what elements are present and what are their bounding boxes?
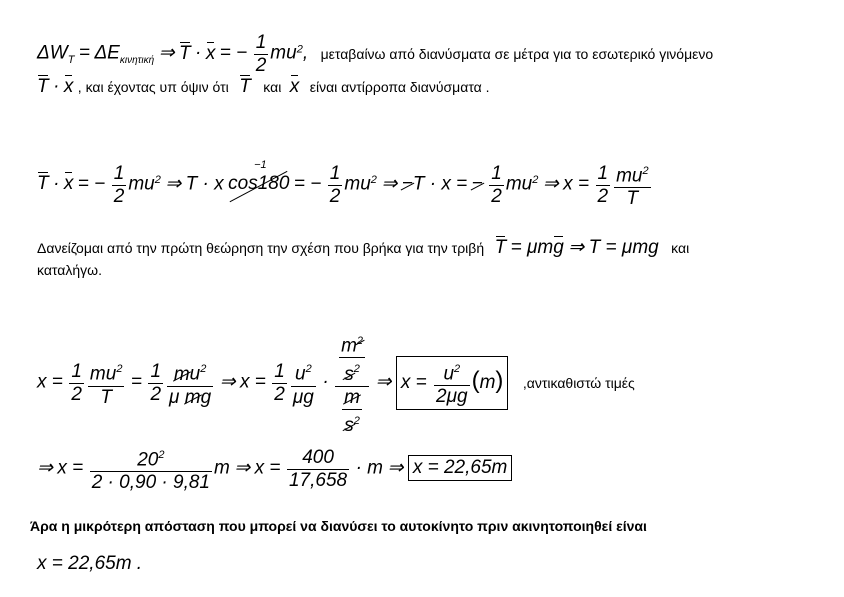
fraction-half-3 (272, 361, 287, 406)
vector-g: g (553, 237, 564, 258)
cos180: cos180 (228, 173, 290, 195)
cos-value: −1 (254, 159, 267, 172)
struck-s: s (344, 414, 354, 436)
denominator: T (626, 188, 639, 210)
equals-mu-m: = μm (510, 237, 554, 258)
equals-minus: = − (77, 173, 106, 195)
fraction-calc (90, 444, 212, 494)
vector-t: T (37, 173, 49, 195)
comma: , (302, 42, 309, 64)
para-text3: καταλήγω. (37, 262, 102, 278)
implies: ⇒ (381, 173, 398, 195)
fraction-u2-2mug (434, 358, 470, 408)
fraction-half (69, 361, 84, 406)
numerator: mu (89, 363, 117, 385)
vector-t: T (37, 76, 49, 97)
struck-minus: − (471, 173, 483, 195)
struck-m-den: m (184, 386, 201, 408)
conclusion-result: x = 22,65m . (37, 553, 143, 574)
struck-s: s (344, 363, 354, 385)
t-dot-x: T · x (185, 173, 224, 195)
denominator: 2μg (436, 385, 468, 407)
line4-text: ,αντικαθιστώ τιμές (522, 374, 635, 391)
numerator: 400 (287, 447, 349, 470)
mu: mu (128, 173, 155, 195)
denominator: 17,658 (288, 469, 348, 491)
fraction-mu2-over-mumg (167, 358, 213, 408)
g-den: g (200, 386, 212, 408)
fraction-half-3 (489, 163, 504, 208)
fraction-half-2 (148, 361, 163, 406)
power: 2 (305, 363, 312, 376)
numerator: 20 (137, 449, 159, 471)
implies: ⇒ (568, 237, 585, 258)
fraction-u2-over-mug (291, 358, 316, 408)
vector-t: T (494, 237, 507, 258)
line2-text3: είναι αντίρροπα διανύσματα . (309, 79, 490, 95)
denominator: 2 (274, 384, 285, 405)
x-equals: x = (400, 371, 427, 393)
power: 2 (642, 165, 649, 177)
power: 2 (370, 174, 377, 187)
fraction-mu2-over-t (88, 358, 125, 408)
x-equals: x = (57, 457, 84, 479)
equals: = (78, 42, 90, 64)
dot: · (53, 76, 60, 97)
numerator: 1 (491, 162, 502, 184)
mu: mu (270, 42, 297, 64)
numerator: 1 (597, 162, 609, 184)
vector-t: T (178, 42, 191, 64)
mu: mu (344, 173, 371, 195)
denominator: 2 (329, 185, 341, 207)
struck-m: m (344, 386, 360, 408)
equals-minus: = − (219, 42, 248, 64)
line2-text1: , και έχοντας υπ όψιν ότι (77, 79, 229, 95)
line1-text: μεταβαίνω από διανύσματα σε μέτρα για το εσωτερικό γινόμενο (320, 45, 714, 62)
fraction-mu2-over-t (614, 160, 651, 210)
equation-line-2 (37, 76, 490, 98)
struck-minus: − (401, 173, 413, 195)
fraction-half-2 (328, 163, 343, 208)
numerator: 1 (329, 162, 341, 184)
denominator: 2 (71, 384, 82, 405)
implies: ⇒ (234, 457, 251, 479)
u: u (443, 362, 455, 384)
paragraph (37, 236, 689, 259)
numerator: mu (616, 165, 643, 187)
power: 2 (296, 43, 303, 56)
power: 2 (353, 414, 360, 427)
mu-den: μ (169, 386, 180, 408)
equals-minus: = − (293, 173, 322, 195)
units-fraction (335, 330, 369, 437)
conclusion-text: Άρα η μικρότερη απόσταση που μπορεί να διανύσει το αυτοκίνητο πριν ακινητοποιηθεί είναι (30, 518, 647, 534)
dot-m: · m (355, 457, 383, 479)
denominator: T (100, 386, 112, 408)
power: 2 (200, 363, 207, 376)
implies: ⇒ (37, 457, 53, 479)
implies: ⇒ (375, 371, 392, 393)
boxed-formula: x = $\frac{u^2}{2\mu g}$ (m) (396, 356, 509, 410)
boxed-result: x = 22,65m (408, 455, 513, 481)
fraction-half (112, 163, 127, 208)
equation-line-3 (37, 160, 653, 210)
equation-line-1 (37, 32, 713, 77)
denominator: 2 · 0,90 · 9,81 (91, 472, 210, 494)
numerator: 1 (113, 162, 125, 184)
subscript-kinetic: κινητική (119, 54, 155, 66)
x-equals: x = (563, 173, 590, 195)
dot: · (195, 42, 202, 64)
vector-x2: x (289, 76, 300, 97)
x-equals-2: x = (254, 457, 281, 479)
vector-x: x (63, 76, 74, 97)
implies: ⇒ (219, 371, 236, 393)
denominator: 2 (150, 384, 162, 405)
implies: ⇒ (387, 457, 404, 479)
u: u (295, 363, 306, 385)
fraction-half-4 (596, 163, 611, 208)
equation-line-5 (37, 444, 512, 494)
power: 2 (454, 362, 461, 375)
t-dot-x-eq: T · x = (412, 173, 468, 195)
equation-line-4 (37, 330, 635, 437)
m: m (214, 457, 230, 479)
units-top (339, 330, 365, 386)
line2-text2: και (263, 79, 282, 95)
numerator: 1 (274, 361, 285, 382)
para-text1: Δανείζομαι από την πρώτη θεώρηση την σχέση που βρήκα για την τριβή (37, 240, 485, 256)
u: u (189, 363, 201, 385)
denominator: 2 (597, 185, 609, 207)
dot: · (53, 173, 60, 195)
vector-x: x (205, 42, 216, 64)
delta-e: ΔE (94, 42, 120, 64)
numerator: 1 (71, 361, 82, 382)
denominator: μg (292, 386, 314, 408)
power: 2 (116, 363, 123, 376)
m: m (341, 335, 357, 357)
denominator: 2 (491, 185, 502, 207)
x-equals: x = (37, 371, 63, 393)
equals: = (130, 371, 142, 393)
implies: ⇒ (165, 173, 182, 195)
numerator: 1 (150, 361, 162, 382)
vector-t2: T (239, 76, 251, 97)
implies: ⇒ (158, 42, 175, 64)
power: 2 (158, 449, 165, 461)
power: 2 (357, 330, 363, 352)
cos-term (228, 159, 290, 195)
numerator: 1 (255, 32, 267, 53)
units-bottom (342, 387, 362, 437)
denominator: 2 (255, 55, 267, 76)
mu: mu (505, 173, 533, 195)
power: 2 (353, 363, 360, 376)
struck-m: m (173, 363, 190, 385)
friction-result: T = μmg (588, 237, 659, 258)
vector-x: x (63, 173, 74, 195)
delta-w: ΔW (37, 42, 68, 64)
subscript-t: T (67, 53, 75, 66)
power: 2 (532, 174, 539, 187)
fraction-calc-2 (287, 447, 349, 492)
fraction-half (254, 32, 269, 77)
dot: · (322, 371, 329, 393)
unit: m (479, 371, 496, 393)
x-equals-2: x = (239, 371, 266, 393)
implies: ⇒ (542, 173, 559, 195)
power: 2 (154, 174, 161, 187)
denominator: 2 (113, 185, 125, 207)
para-text2: και (671, 240, 690, 256)
